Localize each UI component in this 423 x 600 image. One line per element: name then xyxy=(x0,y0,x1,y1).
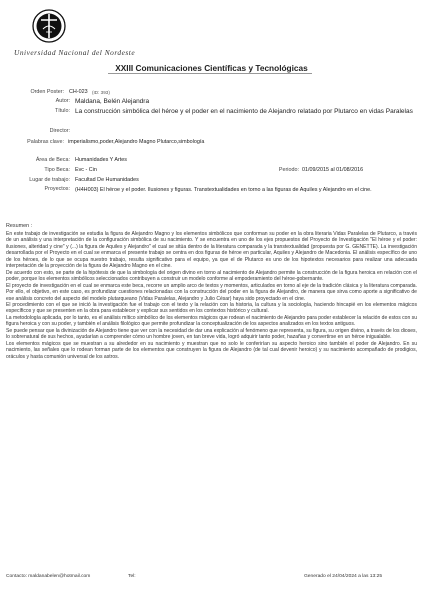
university-emblem-icon xyxy=(13,5,85,51)
lugar-trabajo-value: Facultad De Humanidades xyxy=(75,177,139,183)
autor-label: Autor: xyxy=(55,98,70,104)
resumen-paragraph: En este trabajo de investigación se estudia la figura de Alejandro Magno y los elementos simbólicos que conforman su poder en la obra literaria Vidas Paralelas de Plutarco, a través de un análisis y una interpretación de la configuración simbólica de su nacimiento. Y se encuentra en uno de los ejes propuestos del Proyecto de Investigación "El héroe y el poder: ilusiones, alteridad y cine" y (...) la figura de Aquiles y Alejandro" el cual se sitúa dentro de la literatura comparada y la transtextualidad (propuesta por G. GENETTE). La investigación desarrollada por el Proyecto en el cual se enmarca el presente trabajo se centra en dos figuras de héroe en particular, Aquiles y Alejandro de Macedonia. El análisis específico de uno de los héroes, de lo que se ocupa nuestro trabajo, resulta significativo para el equipo, ya que el de Plutarco es uno de los hipotextos necesarios para realizar una adecuada interpretación de la proyección de la figura de Alejandro Magno en el cine. xyxy=(6,231,417,270)
proyectos-value: (H4H003) El héroe y el poder. Ilusiones y figuras. Transtextualidades en torno a las figuras de Aquiles y Alejandro en el cine. xyxy=(75,187,372,193)
resumen-paragraph: El proyecto de investigación en el cual se enmarca este beca, recorre un amplio arco de textos y momentos, articulados en torno al eje de la tradición clásica y la literatura comparada. Por ello, el objetivo, en este caso, es profundizar cuestiones relacionadas con la construcción del poder en la figura de Alejandro, de manera que sirva como aporte a significativo de ese análisis concreto del aspecto del modelo plutarqueano (Vidas Paralelas, Alejandro y Julio César) haya sido proyectado en el cine. xyxy=(6,282,417,302)
title-divider xyxy=(108,73,312,74)
palabras-clave-label: Palabras clave: xyxy=(27,139,64,145)
autor-value: Maldana, Belén Alejandra xyxy=(75,97,150,105)
orden-poster-label: Orden Poster: xyxy=(30,89,64,95)
palabras-clave-value: imperialismo,poder,Alejandro Magno Plutarco,simbología xyxy=(68,139,205,145)
footer-tel: Tel: xyxy=(128,574,136,579)
proyectos-label: Proyectos: xyxy=(44,186,70,192)
footer-contacto: Contacto: maldanabelen@hotmail.com xyxy=(6,574,91,579)
resumen-paragraph: El procedimiento con el que se inició la investigación fue el trabajo con el texto y la relación con la historia, la cultura y la sociología, haciendo hincapié en los elementos mágicos específicos y que se presenten en la obra para establecer y explicar sus sentidos en los contextos histórico y cultural. xyxy=(6,301,417,315)
resumen-paragraph: Los elementos mágicos que se muestran a su alrededor en su nacimiento y muestran que no solo le conferirían su aspecto heroico sino también el poder de Alejandro. En su nacimiento, las señales que lo rodean forman parte de los elementos que construyen la figura de Alejandro (de tal cual devenir heroico) y su nacimiento acompañado de prodigios, oráculos y hasta comunión universal de los astros. xyxy=(6,340,417,360)
titulo-value: La construcción simbólica del héroe y el poder en el nacimiento de Alejandro relatado por Plutarco en vidas Paralelas xyxy=(75,107,413,115)
lugar-trabajo-label: Lugar de trabajo: xyxy=(29,177,70,183)
area-beca-value: Humanidades Y Artes xyxy=(75,157,127,163)
orden-poster-id: (ID: 393) xyxy=(92,90,110,95)
resumen-paragraph: Se puede pensar que la divinización de Alejandro tiene que ver con la necesidad de dar una explicación al fenómeno que representa, su figura, su origen divino, a través de los dioses, lo sobrenatural de sus hechos, ayudarían a comprender cómo un hombre joven, en tan breve vida, logró adquirir tanto poder, hazañas y convertirse en un héroe inigualable. xyxy=(6,327,417,341)
area-beca-label: Área de Beca: xyxy=(35,157,70,163)
director-label: Director: xyxy=(49,128,70,134)
university-name: Universidad Nacional del Nordeste xyxy=(14,48,136,57)
periodo-label: Periodo: xyxy=(278,167,299,173)
titulo-label: Título: xyxy=(55,108,70,114)
resumen-heading: Resumen : xyxy=(6,223,33,229)
resumen-paragraph: De acuerdo con esto, se parte de la hipótesis de que la simbología del origen divino en torno al nacimiento de Alejandro permite la construcción de la figura heroica en relación con el poder, porque los elementos simbólicos seleccionados contribuyen a construir un modelo conforme al empoderamiento del héroe-gobernante. xyxy=(6,269,417,283)
conference-title: XXIII Comunicaciones Científicas y Tecnológicas xyxy=(115,63,308,73)
tipo-beca-value: Evc - Cin xyxy=(75,167,97,173)
periodo-value: 01/09/2015 al 01/08/2016 xyxy=(302,167,364,173)
tipo-beca-label: Tipo Beca: xyxy=(44,167,70,173)
resumen-paragraph: La metodología aplicada, por lo tanto, es el análisis mítico simbólico de los elementos mágicos que rodean el nacimiento de Alejandro para poder establecer la relación de estos con su figura heroica y con su poder, y también el análisis filológico que permite profundizar la conceptualización de los aspectos analizados en los textos antiguos. xyxy=(6,314,418,328)
resumen-body xyxy=(6,231,417,360)
footer-generado: Generado el 24/04/2024 a las 13:25 xyxy=(304,574,383,579)
orden-poster-value: CH-023 xyxy=(69,89,88,95)
